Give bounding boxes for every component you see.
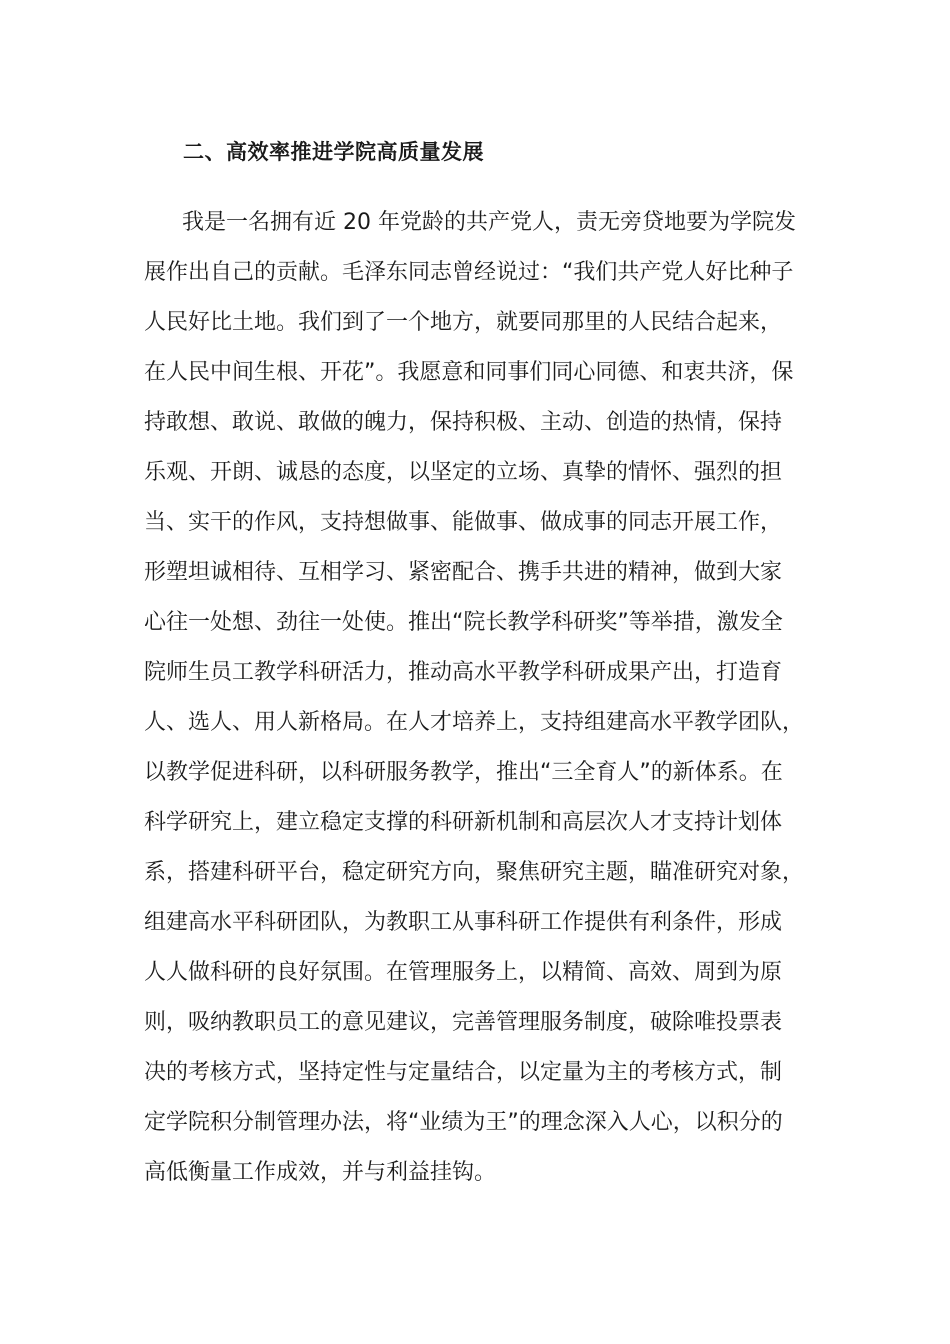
body-paragraph [144, 198, 844, 1198]
paragraph-line: 形塑坦诚相待、互相学习、紧密配合、携手共进的精神，做到大家 [144, 560, 783, 585]
paragraph-line: 人人做科研的良好氛围。在管理服务上，以精简、高效、周到为原 [144, 960, 783, 985]
paragraph-line: 展作出自己的贡献。毛泽东同志曾经说过：“我们共产党人好比种子 [144, 260, 794, 285]
paragraph-line: 科学研究上，建立稳定支撑的科研新机制和高层次人才支持计划体 [144, 810, 783, 835]
paragraph-line: 我是一名拥有近 20 年党龄的共产党人，责无旁贷地要为学院发 [182, 210, 796, 235]
paragraph-line: 持敢想、敢说、敢做的魄力，保持积极、主动、创造的热情，保持 [144, 410, 783, 435]
paragraph-line: 当、实干的作风，支持想做事、能做事、做成事的同志开展工作， [144, 510, 783, 535]
paragraph-line: 乐观、开朗、诚恳的态度，以坚定的立场、真挚的情怀、强烈的担 [144, 460, 783, 485]
paragraph-line: 以教学促进科研，以科研服务教学，推出“三全育人”的新体系。在 [144, 760, 783, 785]
paragraph-line: 高低衡量工作成效，并与利益挂钩。 [144, 1160, 497, 1185]
paragraph-line: 组建高水平科研团队，为教职工从事科研工作提供有利条件，形成 [144, 910, 783, 935]
paragraph-line: 则，吸纳教职员工的意见建议，完善管理服务制度，破除唯投票表 [144, 1010, 783, 1035]
paragraph-line: 定学院积分制管理办法，将“业绩为王”的理念深入人心，以积分的 [144, 1110, 783, 1135]
paragraph-line: 人、选人、用人新格局。在人才培养上，支持组建高水平教学团队， [144, 710, 805, 735]
paragraph-line: 心往一处想、劲往一处使。推出“院长教学科研奖”等举措，激发全 [144, 610, 783, 635]
paragraph-line: 决的考核方式，坚持定性与定量结合，以定量为主的考核方式，制 [144, 1060, 783, 1085]
paragraph-line: 人民好比土地。我们到了一个地方，就要同那里的人民结合起来， [144, 310, 783, 335]
section-heading: 二、高效率推进学院高质量发展 [183, 140, 484, 164]
paragraph-line: 在人民中间生根、开花”。我愿意和同事们同心同德、和衷共济，保 [144, 360, 794, 385]
paragraph-line: 院师生员工教学科研活力，推动高水平教学科研成果产出，打造育 [144, 660, 783, 685]
paragraph-line: 系，搭建科研平台，稳定研究方向，聚焦研究主题，瞄准研究对象， [144, 860, 805, 885]
